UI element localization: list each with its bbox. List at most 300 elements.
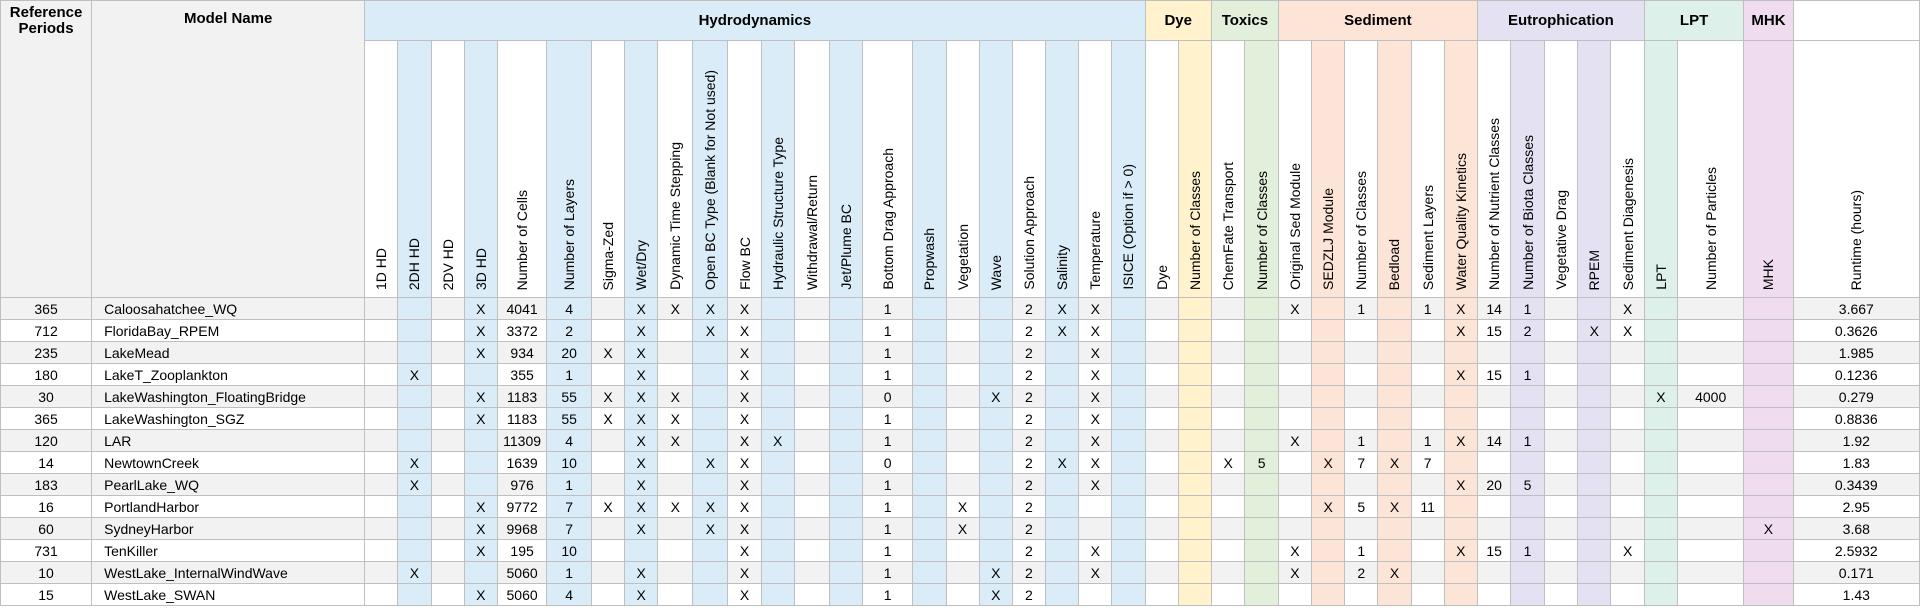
data-cell[interactable] (431, 320, 464, 342)
column-header[interactable] (761, 41, 794, 298)
data-cell[interactable]: 355 (497, 364, 546, 386)
data-cell[interactable] (946, 386, 979, 408)
data-cell[interactable] (1678, 364, 1744, 386)
data-cell[interactable] (979, 540, 1012, 562)
data-cell[interactable] (1578, 562, 1611, 584)
data-cell[interactable] (1477, 386, 1510, 408)
data-cell[interactable]: 3.667 (1793, 298, 1919, 320)
data-cell[interactable] (398, 496, 431, 518)
data-cell[interactable]: 9772 (497, 496, 546, 518)
data-cell[interactable]: X (1278, 430, 1311, 452)
data-cell[interactable] (1544, 584, 1577, 606)
data-cell[interactable]: 195 (497, 540, 546, 562)
data-cell[interactable] (1245, 584, 1279, 606)
data-cell[interactable] (1112, 496, 1145, 518)
data-cell[interactable] (1611, 584, 1644, 606)
data-cell[interactable] (1644, 298, 1677, 320)
data-cell[interactable] (1477, 342, 1510, 364)
data-cell[interactable] (913, 320, 946, 342)
data-cell[interactable] (1611, 342, 1644, 364)
data-cell[interactable] (979, 430, 1012, 452)
data-cell[interactable] (658, 518, 693, 540)
data-cell[interactable] (1178, 496, 1211, 518)
data-cell[interactable] (979, 320, 1012, 342)
data-cell[interactable] (693, 540, 728, 562)
data-cell[interactable] (1245, 562, 1279, 584)
data-cell[interactable] (913, 452, 946, 474)
data-cell[interactable] (1544, 496, 1577, 518)
data-cell[interactable]: 2 (1012, 540, 1045, 562)
data-cell[interactable] (979, 342, 1012, 364)
data-cell[interactable] (1145, 584, 1178, 606)
data-cell[interactable] (1511, 452, 1544, 474)
data-cell[interactable] (794, 518, 829, 540)
data-cell[interactable] (658, 562, 693, 584)
data-cell[interactable] (913, 408, 946, 430)
data-cell[interactable]: 1.985 (1793, 342, 1919, 364)
column-header[interactable] (547, 41, 592, 298)
column-header[interactable] (946, 41, 979, 298)
data-cell[interactable] (1211, 562, 1245, 584)
data-cell[interactable]: X (1578, 320, 1611, 342)
data-cell[interactable] (946, 584, 979, 606)
data-cell[interactable] (464, 452, 497, 474)
column-header[interactable] (1644, 41, 1677, 298)
data-cell[interactable] (365, 474, 398, 496)
data-cell[interactable] (1678, 496, 1744, 518)
data-cell[interactable] (1312, 320, 1345, 342)
data-cell[interactable] (794, 540, 829, 562)
data-cell[interactable] (1145, 386, 1178, 408)
data-cell[interactable] (979, 364, 1012, 386)
data-cell[interactable] (1511, 342, 1544, 364)
data-cell[interactable] (829, 474, 862, 496)
data-cell[interactable]: 2 (1012, 562, 1045, 584)
data-cell[interactable]: X (464, 298, 497, 320)
data-cell[interactable] (1544, 298, 1577, 320)
data-cell[interactable]: X (398, 364, 431, 386)
data-cell[interactable] (1245, 364, 1279, 386)
data-cell[interactable]: 1 (863, 584, 913, 606)
data-cell[interactable] (591, 562, 624, 584)
data-cell[interactable] (1145, 452, 1178, 474)
data-cell[interactable]: 1 (547, 562, 592, 584)
data-cell[interactable] (1211, 540, 1245, 562)
reference-periods-header[interactable]: Reference Periods (1, 1, 92, 298)
data-cell[interactable] (829, 320, 862, 342)
data-cell[interactable] (1744, 474, 1793, 496)
reference-period-cell[interactable]: 712 (1, 320, 92, 342)
data-cell[interactable]: X (398, 562, 431, 584)
data-cell[interactable] (1544, 408, 1577, 430)
data-cell[interactable] (1644, 562, 1677, 584)
data-cell[interactable] (365, 584, 398, 606)
data-cell[interactable] (1312, 364, 1345, 386)
data-cell[interactable]: X (728, 320, 761, 342)
data-cell[interactable] (1477, 584, 1510, 606)
group-header-lpt[interactable]: LPT (1644, 1, 1743, 41)
data-cell[interactable]: 1 (547, 474, 592, 496)
data-cell[interactable] (1245, 430, 1279, 452)
data-cell[interactable] (946, 540, 979, 562)
data-cell[interactable] (431, 584, 464, 606)
data-cell[interactable] (1378, 518, 1411, 540)
data-cell[interactable]: 20 (1477, 474, 1510, 496)
reference-period-cell[interactable]: 365 (1, 298, 92, 320)
data-cell[interactable] (1211, 320, 1245, 342)
group-header-mhk[interactable]: MHK (1744, 1, 1793, 41)
data-cell[interactable]: X (946, 518, 979, 540)
data-cell[interactable] (365, 364, 398, 386)
data-cell[interactable]: 934 (497, 342, 546, 364)
data-cell[interactable] (1411, 386, 1444, 408)
data-cell[interactable]: 1 (863, 320, 913, 342)
group-header-hydrodynamics[interactable]: Hydrodynamics (365, 1, 1145, 41)
data-cell[interactable] (1578, 584, 1611, 606)
data-cell[interactable] (431, 562, 464, 584)
data-cell[interactable]: 2 (1012, 452, 1045, 474)
data-cell[interactable]: X (979, 584, 1012, 606)
data-cell[interactable] (693, 430, 728, 452)
data-cell[interactable] (1278, 474, 1311, 496)
data-cell[interactable] (1278, 408, 1311, 430)
data-cell[interactable] (1444, 452, 1477, 474)
data-cell[interactable] (1611, 496, 1644, 518)
data-cell[interactable]: X (1611, 320, 1644, 342)
data-cell[interactable] (1411, 540, 1444, 562)
model-name-header[interactable]: Model Name (92, 1, 365, 298)
data-cell[interactable] (398, 540, 431, 562)
data-cell[interactable] (1278, 518, 1311, 540)
data-cell[interactable]: X (693, 298, 728, 320)
data-cell[interactable] (1312, 562, 1345, 584)
data-cell[interactable] (913, 364, 946, 386)
data-cell[interactable] (431, 364, 464, 386)
model-name-cell[interactable]: LakeT_Zooplankton (92, 364, 365, 386)
model-name-cell[interactable]: WestLake_SWAN (92, 584, 365, 606)
data-cell[interactable]: 1639 (497, 452, 546, 474)
data-cell[interactable] (946, 408, 979, 430)
data-cell[interactable] (1644, 518, 1677, 540)
data-cell[interactable]: X (1278, 298, 1311, 320)
data-cell[interactable]: X (1278, 562, 1311, 584)
data-cell[interactable]: X (1046, 298, 1079, 320)
data-cell[interactable]: X (1079, 430, 1112, 452)
data-cell[interactable]: X (1079, 298, 1112, 320)
data-cell[interactable] (693, 386, 728, 408)
data-cell[interactable] (464, 562, 497, 584)
data-cell[interactable]: X (625, 584, 658, 606)
data-cell[interactable] (829, 562, 862, 584)
data-cell[interactable] (761, 540, 794, 562)
data-cell[interactable] (1312, 584, 1345, 606)
data-cell[interactable] (365, 452, 398, 474)
data-cell[interactable] (1312, 540, 1345, 562)
data-cell[interactable] (946, 430, 979, 452)
data-cell[interactable]: 2 (547, 320, 592, 342)
data-cell[interactable] (1477, 518, 1510, 540)
data-cell[interactable]: 2 (1511, 320, 1544, 342)
data-cell[interactable] (1511, 584, 1544, 606)
data-cell[interactable]: X (625, 298, 658, 320)
data-cell[interactable]: 2 (1012, 518, 1045, 540)
data-cell[interactable] (1511, 496, 1544, 518)
column-header[interactable] (625, 41, 658, 298)
data-cell[interactable]: X (1079, 386, 1112, 408)
data-cell[interactable]: X (728, 474, 761, 496)
data-cell[interactable]: X (1444, 540, 1477, 562)
data-cell[interactable]: 2 (1012, 386, 1045, 408)
data-cell[interactable] (913, 496, 946, 518)
data-cell[interactable] (1477, 496, 1510, 518)
data-cell[interactable] (1178, 364, 1211, 386)
data-cell[interactable] (1611, 408, 1644, 430)
data-cell[interactable] (1411, 518, 1444, 540)
data-cell[interactable] (1378, 584, 1411, 606)
data-cell[interactable]: 7 (1411, 452, 1444, 474)
data-cell[interactable] (658, 320, 693, 342)
data-cell[interactable]: X (728, 386, 761, 408)
data-cell[interactable]: X (464, 320, 497, 342)
data-cell[interactable]: 3372 (497, 320, 546, 342)
data-cell[interactable]: 2 (1012, 408, 1045, 430)
data-cell[interactable] (1211, 430, 1245, 452)
data-cell[interactable]: X (1444, 430, 1477, 452)
data-cell[interactable]: 1.43 (1793, 584, 1919, 606)
data-cell[interactable] (1245, 298, 1279, 320)
reference-period-cell[interactable]: 365 (1, 408, 92, 430)
data-cell[interactable]: X (728, 430, 761, 452)
data-cell[interactable]: 1 (863, 518, 913, 540)
data-cell[interactable] (1112, 452, 1145, 474)
data-cell[interactable]: X (1079, 562, 1112, 584)
data-cell[interactable] (1578, 474, 1611, 496)
data-cell[interactable]: X (979, 562, 1012, 584)
data-cell[interactable] (1744, 342, 1793, 364)
data-cell[interactable] (1578, 364, 1611, 386)
data-cell[interactable] (1611, 562, 1644, 584)
data-cell[interactable]: 1 (863, 408, 913, 430)
data-cell[interactable]: 3.68 (1793, 518, 1919, 540)
data-cell[interactable]: 2 (1012, 342, 1045, 364)
data-cell[interactable]: X (1444, 474, 1477, 496)
data-cell[interactable]: 10 (547, 540, 592, 562)
data-cell[interactable]: X (398, 452, 431, 474)
data-cell[interactable] (1046, 540, 1079, 562)
data-cell[interactable] (658, 452, 693, 474)
data-cell[interactable] (1278, 496, 1311, 518)
data-cell[interactable]: 0.1236 (1793, 364, 1919, 386)
column-header[interactable] (1544, 41, 1577, 298)
data-cell[interactable] (591, 364, 624, 386)
data-cell[interactable] (1178, 562, 1211, 584)
data-cell[interactable] (431, 430, 464, 452)
data-cell[interactable]: 4 (547, 298, 592, 320)
data-cell[interactable] (761, 474, 794, 496)
data-cell[interactable]: X (625, 320, 658, 342)
column-header[interactable] (658, 41, 693, 298)
data-cell[interactable] (365, 386, 398, 408)
data-cell[interactable] (1178, 430, 1211, 452)
data-cell[interactable] (1278, 364, 1311, 386)
column-header[interactable] (1245, 41, 1279, 298)
column-header[interactable] (497, 41, 546, 298)
data-cell[interactable] (1578, 430, 1611, 452)
data-cell[interactable]: X (728, 540, 761, 562)
column-header[interactable] (365, 41, 398, 298)
column-header[interactable] (464, 41, 497, 298)
data-cell[interactable]: 2.95 (1793, 496, 1919, 518)
data-cell[interactable] (1046, 518, 1079, 540)
data-cell[interactable] (1345, 320, 1378, 342)
data-cell[interactable] (794, 496, 829, 518)
data-cell[interactable]: X (1079, 452, 1112, 474)
data-cell[interactable]: 0 (863, 386, 913, 408)
data-cell[interactable]: 2 (1012, 584, 1045, 606)
column-header[interactable] (1345, 41, 1378, 298)
data-cell[interactable] (1145, 408, 1178, 430)
data-cell[interactable] (1378, 342, 1411, 364)
data-cell[interactable]: X (1378, 452, 1411, 474)
data-cell[interactable] (1245, 408, 1279, 430)
reference-period-cell[interactable]: 16 (1, 496, 92, 518)
data-cell[interactable]: 20 (547, 342, 592, 364)
data-cell[interactable] (1378, 320, 1411, 342)
data-cell[interactable] (1378, 540, 1411, 562)
data-cell[interactable]: 15 (1477, 540, 1510, 562)
data-cell[interactable]: 4000 (1678, 386, 1744, 408)
data-cell[interactable]: 55 (547, 386, 592, 408)
data-cell[interactable] (1611, 386, 1644, 408)
data-cell[interactable] (658, 540, 693, 562)
data-cell[interactable]: X (693, 496, 728, 518)
data-cell[interactable] (1611, 364, 1644, 386)
data-cell[interactable] (794, 298, 829, 320)
data-cell[interactable] (794, 364, 829, 386)
data-cell[interactable] (761, 408, 794, 430)
data-cell[interactable] (1378, 474, 1411, 496)
column-header[interactable] (1012, 41, 1045, 298)
data-cell[interactable] (1112, 320, 1145, 342)
data-cell[interactable]: X (761, 430, 794, 452)
data-cell[interactable] (365, 540, 398, 562)
data-cell[interactable] (979, 496, 1012, 518)
column-header[interactable] (1112, 41, 1145, 298)
data-cell[interactable]: 1 (863, 540, 913, 562)
data-cell[interactable] (1744, 386, 1793, 408)
data-cell[interactable] (1245, 474, 1279, 496)
data-cell[interactable] (1744, 540, 1793, 562)
data-cell[interactable] (1578, 540, 1611, 562)
data-cell[interactable] (693, 562, 728, 584)
data-cell[interactable] (1278, 320, 1311, 342)
data-cell[interactable] (365, 342, 398, 364)
data-cell[interactable] (431, 518, 464, 540)
data-cell[interactable]: X (1079, 342, 1112, 364)
model-name-cell[interactable]: Caloosahatchee_WQ (92, 298, 365, 320)
data-cell[interactable] (1744, 452, 1793, 474)
data-cell[interactable]: X (625, 430, 658, 452)
data-cell[interactable] (761, 584, 794, 606)
column-header[interactable] (913, 41, 946, 298)
data-cell[interactable] (1112, 562, 1145, 584)
data-cell[interactable] (946, 474, 979, 496)
data-cell[interactable] (398, 408, 431, 430)
data-cell[interactable] (398, 584, 431, 606)
data-cell[interactable]: X (1079, 474, 1112, 496)
data-cell[interactable] (591, 298, 624, 320)
column-header[interactable] (728, 41, 761, 298)
column-header[interactable] (1278, 41, 1311, 298)
data-cell[interactable] (464, 364, 497, 386)
data-cell[interactable] (1112, 518, 1145, 540)
data-cell[interactable] (1245, 496, 1279, 518)
data-cell[interactable] (1345, 518, 1378, 540)
data-cell[interactable] (1278, 386, 1311, 408)
data-cell[interactable]: 4041 (497, 298, 546, 320)
data-cell[interactable] (829, 452, 862, 474)
data-cell[interactable]: 0.3626 (1793, 320, 1919, 342)
data-cell[interactable] (1477, 452, 1510, 474)
data-cell[interactable] (794, 474, 829, 496)
data-cell[interactable] (946, 452, 979, 474)
data-cell[interactable] (1544, 364, 1577, 386)
data-cell[interactable]: X (728, 518, 761, 540)
data-cell[interactable] (1444, 562, 1477, 584)
data-cell[interactable] (1744, 408, 1793, 430)
data-cell[interactable]: X (693, 518, 728, 540)
data-cell[interactable]: X (398, 474, 431, 496)
data-cell[interactable]: X (464, 386, 497, 408)
data-cell[interactable] (1477, 562, 1510, 584)
data-cell[interactable] (1112, 540, 1145, 562)
data-cell[interactable] (398, 342, 431, 364)
data-cell[interactable] (1211, 298, 1245, 320)
data-cell[interactable] (365, 408, 398, 430)
data-cell[interactable]: X (1079, 408, 1112, 430)
data-cell[interactable]: 1 (863, 562, 913, 584)
column-header[interactable] (1312, 41, 1345, 298)
data-cell[interactable] (1145, 298, 1178, 320)
data-cell[interactable]: 7 (1345, 452, 1378, 474)
data-cell[interactable] (794, 430, 829, 452)
data-cell[interactable] (1145, 496, 1178, 518)
data-cell[interactable]: 2.5932 (1793, 540, 1919, 562)
data-cell[interactable]: X (728, 342, 761, 364)
data-cell[interactable] (1345, 386, 1378, 408)
data-cell[interactable]: X (625, 496, 658, 518)
data-cell[interactable]: 1183 (497, 408, 546, 430)
data-cell[interactable]: X (464, 584, 497, 606)
data-cell[interactable] (431, 452, 464, 474)
data-cell[interactable]: X (1046, 452, 1079, 474)
data-cell[interactable] (1278, 584, 1311, 606)
data-cell[interactable]: 1 (547, 364, 592, 386)
data-cell[interactable] (591, 584, 624, 606)
data-cell[interactable]: X (625, 408, 658, 430)
data-cell[interactable] (979, 298, 1012, 320)
data-cell[interactable] (1312, 342, 1345, 364)
data-cell[interactable] (1544, 518, 1577, 540)
column-header[interactable] (829, 41, 862, 298)
data-cell[interactable]: 14 (1477, 298, 1510, 320)
data-cell[interactable]: X (464, 342, 497, 364)
data-cell[interactable]: X (693, 320, 728, 342)
data-cell[interactable]: X (658, 408, 693, 430)
data-cell[interactable] (829, 584, 862, 606)
model-name-cell[interactable]: PearlLake_WQ (92, 474, 365, 496)
data-cell[interactable]: 2 (1012, 364, 1045, 386)
